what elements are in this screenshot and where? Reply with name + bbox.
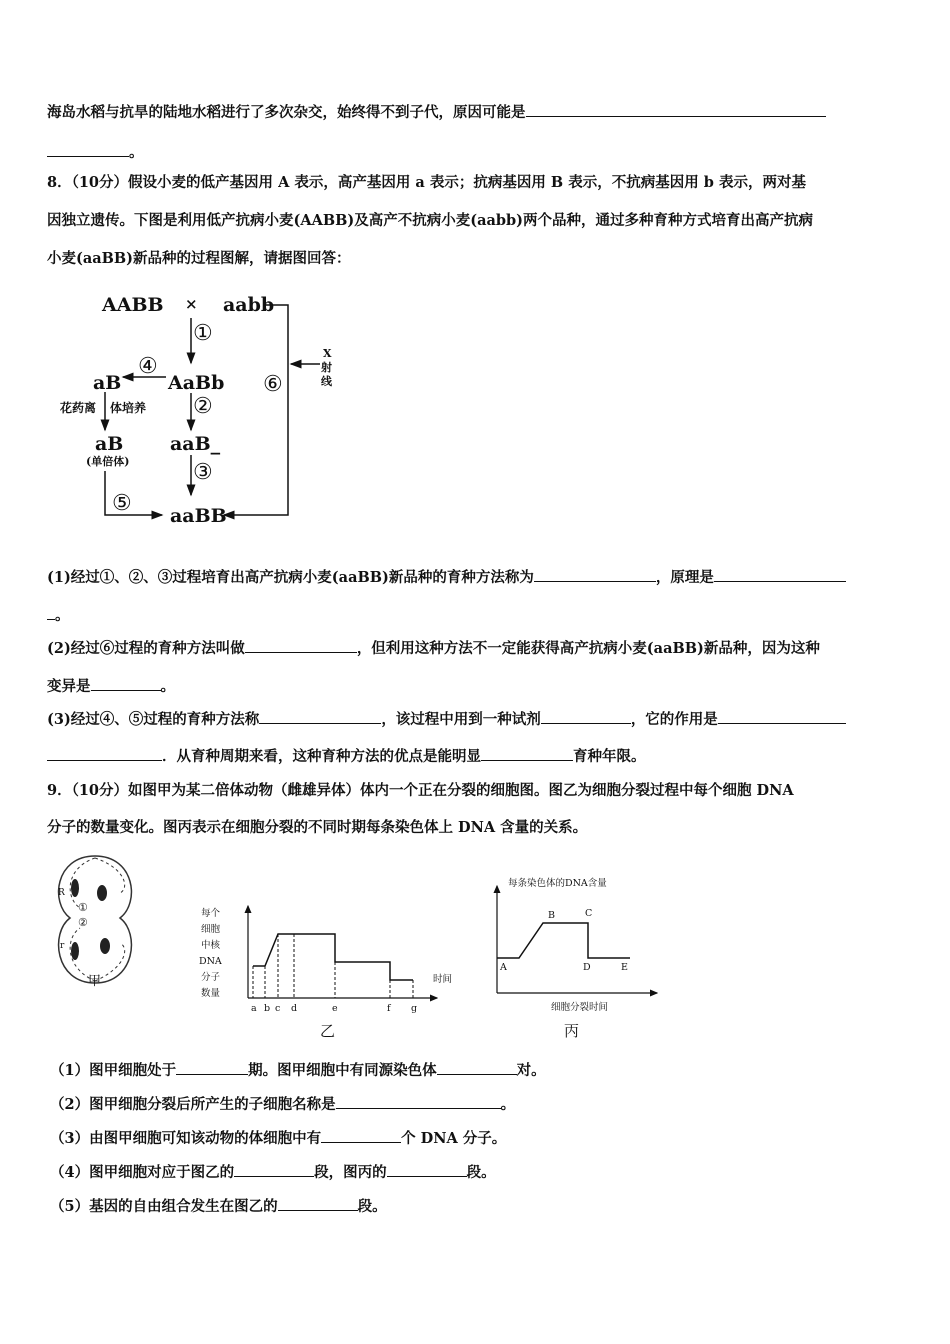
step-3: ③ [193,460,213,485]
text: 对。 [516,1062,546,1079]
q7-line2 [47,142,144,163]
tick-g: g [411,1003,418,1014]
text: 段。 [357,1198,387,1215]
text: （4）图甲细胞对应于图乙的 [50,1164,235,1181]
chromosome-1: ① [78,901,88,914]
y-axis-label: 数量 [201,988,221,999]
answer-blank[interactable] [234,1162,314,1177]
answer-blank[interactable] [91,676,161,691]
q8-sub1-cont [47,605,70,626]
q9-sub3 [50,1128,506,1149]
tick-c: c [275,1003,281,1014]
step-5: ⑤ [112,491,132,516]
text: ，原理是 [655,569,714,586]
text: （3）由图甲细胞可知该动物的体细胞中有 [50,1130,322,1147]
tick-f: f [387,1003,391,1014]
point-c: C [585,908,593,919]
answer-blank[interactable] [278,1196,358,1211]
q8-sub2-cont [47,676,175,697]
tick-d: d [291,1003,298,1014]
q9-sub1 [50,1060,546,1081]
answer-blank[interactable] [534,567,656,582]
chromosome-2: ② [78,916,88,929]
y-axis-label: 分子 [201,972,221,983]
q8-sub3-cont [47,746,646,767]
answer-blank[interactable] [259,709,381,724]
answer-blank[interactable] [481,746,573,761]
chart-bing [497,886,657,993]
y-axis-label: 每个 [201,908,221,919]
answer-blank[interactable] [526,102,826,117]
text: ．从育种周期来看，这种育种方法的优点是能明显 [162,748,481,765]
step-1: ① [193,321,213,346]
answer-blank[interactable] [714,567,846,582]
target-aabb: aaBB [170,505,227,525]
q9-sub5 [50,1196,387,1217]
answer-blank[interactable] [176,1060,248,1075]
caption-yi: 乙 [320,1022,336,1040]
xray-label: 射 [321,361,332,374]
xray-label: X [323,347,332,360]
text: 。 [129,144,144,161]
point-d: D [583,962,591,973]
xray-label: 线 [321,375,332,388]
q9-figures [45,848,665,1043]
point-b: B [548,910,555,921]
text: 段，图丙的 [314,1164,387,1181]
q9-sub2 [50,1094,515,1115]
culture-label-right: 体培养 [110,401,147,415]
text: （5）基因的自由组合发生在图乙的 [50,1198,278,1215]
gamete-ab: aB [93,372,122,394]
text: ，但利用这种方法不一定能获得高产抗病小麦(aaBB)新品种，因为这种 [356,640,820,657]
q8-sub2 [47,638,820,659]
x-axis-label: 细胞分裂时间 [551,1002,609,1013]
text: (1)经过①、②、③过程培育出高产抗病小麦(aaBB)新品种的育种方法称为 [47,569,534,586]
tick-b: b [264,1003,271,1014]
text: 。 [160,678,175,695]
text: 期。图甲细胞中有同源染色体 [248,1062,437,1079]
text: （1）图甲细胞处于 [50,1062,177,1079]
answer-blank[interactable] [437,1060,517,1075]
gene-label-r: R [58,888,65,898]
answer-blank[interactable] [47,605,55,620]
y-axis-label: 细胞 [201,924,221,935]
haploid-ab: aB [95,433,124,455]
text: 段。 [466,1164,496,1181]
text: (2)经过⑥过程的育种方法叫做 [47,640,245,657]
caption-jia: 甲 [88,974,102,989]
text: (3)经过④、⑤过程的育种方法称 [47,711,260,728]
text: 育种年限。 [573,748,646,765]
parent-aabb-lower: aabb [223,294,275,316]
q9-line1: 9．（10分）如图甲为某二倍体动物（雌雄异体）体内一个正在分裂的细胞图。图乙为细胞分裂过程中每个细胞 DNA [47,782,794,799]
f1-genotype: AaBb [168,372,225,394]
step-4: ④ [138,354,158,379]
q8-line3: 小麦(aaBB)新品种的过程图解，请据图回答： [47,250,351,267]
q8-sub3 [47,709,846,730]
tick-e: e [332,1003,338,1014]
text: （2）图甲细胞分裂后所产生的子细胞名称是 [50,1096,336,1113]
answer-blank[interactable] [47,142,129,157]
q8-sub1 [47,567,846,588]
q8-line1: 8．（10分）假设小麦的低产基因用 A 表示，高产基因用 a 表示；抗病基因用 B 表示，不抗病基因用 b 表示，两对基 [47,174,806,191]
breeding-flowchart [55,285,355,525]
text: 变异是 [47,678,91,695]
point-e: E [621,962,628,973]
q7-line1 [47,102,826,123]
answer-blank[interactable] [245,638,357,653]
culture-label-left: 花药离 [60,401,97,415]
text: 个 DNA 分子。 [401,1130,507,1147]
haploid-label: (单倍体) [86,455,130,468]
x-axis-label: 时间 [433,974,453,985]
q9-line2: 分子的数量变化。图丙表示在细胞分裂的不同时期每条染色体上 DNA 含量的关系。 [47,819,588,836]
cross-symbol: × [185,295,198,313]
y-axis-label: 每条染色体的DNA含量 [508,878,607,889]
answer-blank[interactable] [541,709,631,724]
text: 。 [55,607,70,624]
answer-blank[interactable] [387,1162,467,1177]
text: ，它的作用是 [630,711,718,728]
chart-yi [248,906,437,998]
caption-bing: 丙 [564,1022,580,1040]
y-axis-label: 中核 [201,940,221,951]
text: ，该过程中用到一种试剂 [381,711,541,728]
answer-blank[interactable] [47,746,162,761]
text: 海岛水稻与抗旱的陆地水稻进行了多次杂交，始终得不到子代，原因可能是 [47,104,526,121]
answer-blank[interactable] [718,709,846,724]
answer-blank[interactable] [336,1094,501,1109]
answer-blank[interactable] [321,1128,401,1143]
tick-a: a [251,1003,257,1014]
q8-line2: 因独立遗传。下图是利用低产抗病小麦(AABB)及高产不抗病小麦(aabb)两个品种，通过多种育种方式培育出高产抗病 [47,212,814,229]
parent-aabb-upper: AABB [102,294,164,316]
y-axis-label: DNA [199,956,222,967]
q9-sub4 [50,1162,496,1183]
gene-label-r: r [60,941,65,951]
point-a: A [500,962,507,973]
aab-genotype: aaB_ [170,433,221,455]
text: 。 [500,1096,516,1113]
cell-figure-jia [58,856,131,989]
step-2: ② [193,394,213,419]
step-6: ⑥ [263,372,283,397]
